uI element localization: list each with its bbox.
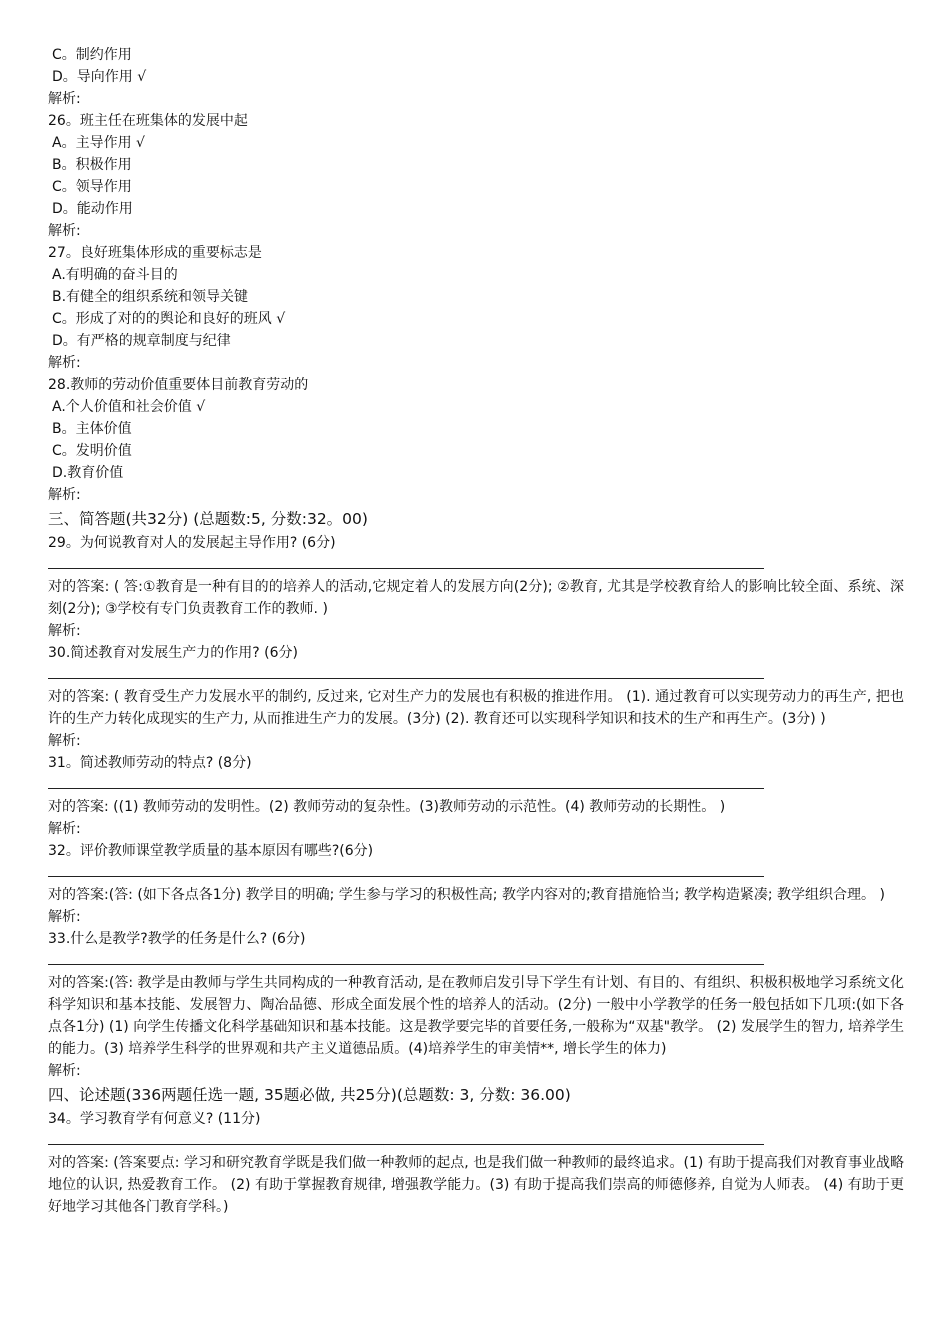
text-line: 26。班主任在班集体的发展中起 bbox=[48, 113, 248, 129]
text-line: 27。良好班集体形成的重要标志是 bbox=[48, 245, 262, 261]
answer-option: B.有健全的组织系统和领导关键 bbox=[52, 289, 249, 305]
text-line: 解析: bbox=[48, 487, 81, 503]
answer-paragraph: 对的答案: ((1) 教师劳动的发明性。(2) 教师劳动的复杂性。(3)教师劳动的示范性。(4) 教师劳动的长期性。 ) bbox=[48, 799, 726, 815]
text-line: 解析: bbox=[48, 909, 81, 925]
text-line: 解析: bbox=[48, 733, 81, 749]
answer-paragraph: 对的答案: ( 答:①教育是一种有目的的培养人的活动,它规定着人的发展方向(2分); ②教育, 尤其是学校教育给人的影响比较全面、系统、深刻(2分); ③学校有专门负责教育工作的教师. ) bbox=[48, 579, 904, 617]
answer-blank-line bbox=[48, 950, 904, 972]
text-line: 28.教师的劳动价值重要体目前教育劳动的 bbox=[48, 377, 309, 393]
answer-blank-line bbox=[48, 862, 904, 884]
answer-option: C。制约作用 bbox=[52, 47, 132, 63]
answer-option: D。有严格的规章制度与纪律 bbox=[52, 333, 231, 349]
answer-option: A.有明确的奋斗目的 bbox=[52, 267, 178, 283]
answer-paragraph: 对的答案: (答案要点: 学习和研究教育学既是我们做一种教师的起点, 也是我们做一种教师的最终追求。(1) 有助于提高我们对教育事业战略地位的认识, 热爱教育工作。 (2) 有助于掌握教育规律, 增强教学能力。(3) 有助于提高我们崇高的师德修养, 自觉为人师表。 (4) 有助于更好地学习其他各门教育学科。) bbox=[48, 1155, 904, 1215]
text-line: 解析: bbox=[48, 821, 81, 837]
answer-option: D。导向作用 √ bbox=[52, 69, 147, 85]
answer-option: C。发明价值 bbox=[52, 443, 132, 459]
answer-option: C。形成了对的的舆论和良好的班风 √ bbox=[52, 311, 286, 327]
text-line: 30.简述教育对发展生产力的作用? (6分) bbox=[48, 645, 298, 661]
text-line: 解析: bbox=[48, 1063, 81, 1079]
text-line: 33.什么是教学?教学的任务是什么? (6分) bbox=[48, 931, 306, 947]
answer-blank-line bbox=[48, 554, 904, 576]
text-line: 解析: bbox=[48, 91, 81, 107]
text-line: 29。为何说教育对人的发展起主导作用? (6分) bbox=[48, 535, 336, 551]
answer-blank-line bbox=[48, 774, 904, 796]
answer-option: C。领导作用 bbox=[52, 179, 132, 195]
text-line: 解析: bbox=[48, 623, 81, 639]
section-heading: 四、论述题(336两题任选一题, 35题必做, 共25分)(总题数: 3, 分数: 36.00) bbox=[48, 1086, 571, 1104]
text-line: 解析: bbox=[48, 223, 81, 239]
answer-option: B。积极作用 bbox=[52, 157, 132, 173]
answer-option: B。主体价值 bbox=[52, 421, 132, 437]
answer-option: D。能动作用 bbox=[52, 201, 133, 217]
answer-blank-line bbox=[48, 1130, 904, 1152]
text-line: 34。学习教育学有何意义? (11分) bbox=[48, 1111, 261, 1127]
answer-blank-line bbox=[48, 664, 904, 686]
section-heading: 三、简答题(共32分) (总题数:5, 分数:32。00) bbox=[48, 510, 368, 528]
answer-paragraph: 对的答案: ( 教育受生产力发展水平的制约, 反过来, 它对生产力的发展也有积极的推进作用。 (1). 通过教育可以实现劳动力的再生产, 把也许的生产力转化成现实的生产力, 从而推进生产力的发展。(3分) (2). 教育还可以实现科学知识和技术的生产和再生产。(3分) ) bbox=[48, 689, 904, 727]
text-line: 31。简述教师劳动的特点? (8分) bbox=[48, 755, 252, 771]
text-line: 解析: bbox=[48, 355, 81, 371]
answer-option: A。主导作用 √ bbox=[52, 135, 145, 151]
answer-paragraph: 对的答案:(答: 教学是由教师与学生共同构成的一种教育活动, 是在教师启发引导下学生有计划、有目的、有组织、积极积极地学习系统文化科学知识和基本技能、发展智力、陶冶品德、形成全面发展个性的培养人的活动。(2分) 一般中小学教学的任务一般包括如下几项:(如下各点各1分) (1) 向学生传播文化科学基础知识和基本技能。这是教学要完毕的首要任务,一般称为“双基"教学。 (2) 发展学生的智力, 培养学生的能力。(3) 培养学生科学的世界观和共产主义道德品质。(4)培养学生的审美情**, 增长学生的体力) bbox=[48, 975, 904, 1057]
text-line: 32。评价教师课堂教学质量的基本原因有哪些?(6分) bbox=[48, 843, 374, 859]
answer-option: D.教育价值 bbox=[52, 465, 124, 481]
document-page bbox=[48, 44, 904, 1218]
answer-option: A.个人价值和社会价值 √ bbox=[52, 399, 206, 415]
answer-paragraph: 对的答案:(答: (如下各点各1分) 教学目的明确; 学生参与学习的积极性高; 教学内容对的;教育措施恰当; 教学构造紧凑; 教学组织合理。 ) bbox=[48, 887, 885, 903]
